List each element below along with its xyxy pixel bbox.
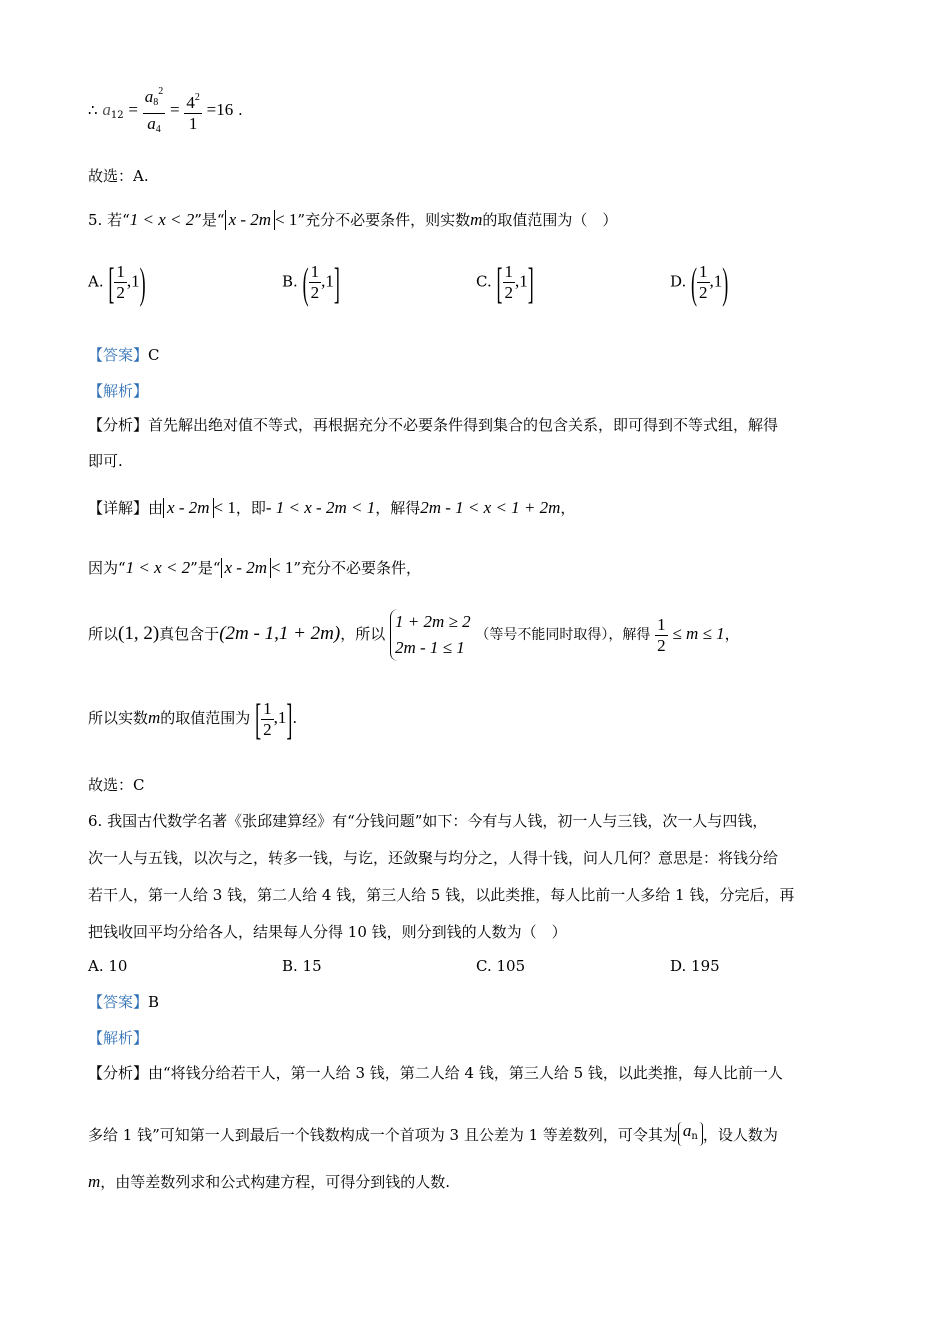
because-post: ”充分不必要条件，: [293, 559, 422, 577]
q5-stem: [88, 209, 617, 231]
detail-end: ，: [560, 499, 576, 517]
q6-option-c: C. 105: [476, 957, 526, 975]
left-bracket: (: [302, 258, 309, 307]
sys-row-1: 1 + 2m ≥ 2: [394, 612, 471, 631]
because-abs-tail: < 1: [271, 558, 294, 577]
fenxi-tag: 【分析】: [88, 416, 149, 434]
detail-tag: 【详解】: [88, 499, 149, 517]
q6-line-1: 6. 我国古代数学名著《张邱建算经》有“分钱问题”如下：今有与人钱，初一人与三钱，次一人与四钱，: [88, 812, 768, 830]
q6-option-a: A. 10: [88, 957, 128, 975]
fenxi-3: ，由等差数列求和公式构建方程，可得分到钱的人数.: [100, 1173, 451, 1191]
q6-analysis-tag: [88, 1027, 148, 1049]
q5-stem-pre: 5. 若“: [88, 211, 130, 229]
option-label: B.: [282, 272, 298, 291]
den-1: 1: [188, 114, 198, 133]
fenxi-2-post: ，设人数为: [702, 1126, 778, 1144]
q5-analysis-tag: [88, 380, 148, 402]
range-var: m: [148, 708, 161, 727]
opt-den: 2: [699, 283, 708, 302]
detail-ji: ，即: [235, 499, 266, 517]
answer-tag: 【答案】: [88, 346, 149, 364]
result-16: =16: [206, 100, 234, 119]
sol-end: ，: [724, 625, 740, 643]
therefore-formula: ∴ $a_{12}$ = $\frac{a_8^2}{a_4}$ = $\frac{4^2}{1}$ =16 .: [88, 82, 243, 142]
q5-detail: [88, 497, 575, 519]
answer-value: C: [148, 346, 160, 364]
q5-var-m: m: [470, 210, 483, 229]
seq-a: a: [682, 1121, 692, 1140]
num-4-sup: 2: [194, 92, 200, 103]
detail-you: 由: [148, 499, 164, 517]
option-label: C.: [476, 272, 492, 291]
opt-num: 1: [504, 262, 513, 281]
right-bracket: ]: [333, 258, 340, 307]
q6-answer: [88, 991, 159, 1013]
q6-fenxi-3: [88, 1171, 450, 1193]
opt-tail: ,1: [321, 271, 334, 291]
fenxi-2-pre: 多给 1 钱”可知第一人到最后一个钱数构成一个首项为 3 且公差为 1 等差数列，可令其为: [88, 1126, 678, 1144]
option-label: D.: [670, 272, 687, 291]
q5-stem-mid: ”是“: [194, 211, 225, 229]
q6-line-3: 若干人，第一人给 3 钱，第二人给 4 钱，第三人给 5 钱，以此类推，每人比前一人多给 1 钱，分完后，再: [88, 886, 795, 904]
q6-line-2: 次一人与五钱，以次与之，转多一钱，与讫，还敛聚与均分之，人得十钱，问人几何？意思是：将钱分给: [88, 849, 779, 867]
fenxi-1: 由“将钱分给若干人，第一人给 3 钱，第二人给 4 钱，第三人给 5 钱，以此类推，每人比前一人: [148, 1064, 783, 1082]
q5-stem-end: 的取值范围为（ ）: [482, 211, 618, 229]
period: .: [238, 101, 243, 119]
sys-note: （等号不能同时取得），解得: [475, 627, 651, 643]
sys-row-2: 2m - 1 ≤ 1: [394, 638, 465, 657]
because-abs: x - 2m: [221, 558, 271, 578]
because-cond1: 1 < x < 2: [125, 558, 191, 577]
num-a: a: [144, 87, 154, 106]
opt-den: 2: [504, 283, 513, 302]
fraction-a8-a4: [143, 82, 166, 140]
opt-tail: ,1: [515, 271, 528, 291]
inequality-system: [390, 609, 471, 661]
fenxi-3-var: m: [88, 1172, 101, 1191]
set-1-2: (1, 2): [118, 623, 160, 644]
analysis-tag: 【解析】: [88, 382, 149, 400]
fenxi-tag: 【分析】: [88, 1064, 149, 1082]
therefore-symbol: ∴: [88, 101, 98, 119]
q5-abs-tail: < 1: [275, 210, 298, 229]
detail-sol: 2m - 1 < x < 1 + 2m: [420, 498, 561, 517]
den-sub: 4: [155, 124, 161, 135]
because-mid: ”是“: [190, 559, 221, 577]
right-bracket: ]: [527, 258, 534, 307]
q5-fenxi: [88, 414, 778, 436]
left-bracket: (: [691, 258, 698, 307]
detail-jiede: ，解得: [375, 499, 421, 517]
q6-fenxi-1: [88, 1062, 783, 1084]
sol-den: 2: [657, 635, 666, 655]
detail-abs-tail: < 1: [213, 498, 236, 517]
suoyi-pre: 所以: [88, 625, 119, 643]
range-tail: ,1: [273, 708, 287, 727]
detail-ineq: - 1 < x - 2m < 1: [265, 498, 376, 517]
range-num: 1: [263, 698, 272, 718]
sol-num: 1: [657, 614, 666, 634]
q5-option-b: [282, 258, 340, 307]
seq-sub: n: [691, 1131, 698, 1142]
right-bracket: ): [139, 258, 146, 307]
because-pre: 因为“: [88, 559, 126, 577]
q6-option-b: B. 15: [282, 957, 322, 975]
sol-tail: ≤ m ≤ 1: [672, 624, 725, 643]
q5-because: [88, 557, 421, 579]
left-bracket: [: [496, 258, 503, 307]
a-symbol: a: [102, 100, 111, 119]
range-pre: 所以实数: [88, 709, 149, 727]
option-label: A.: [88, 272, 104, 291]
q5-final: 故选：C: [88, 776, 145, 794]
q4-final-answer: 故选：A.: [88, 167, 149, 185]
suoyi-post: ，所以: [340, 625, 386, 643]
opt-num: 1: [699, 262, 708, 281]
q5-fenxi-cont: 即可.: [88, 452, 123, 470]
q5-suoyi-system: [88, 606, 740, 663]
opt-num: 1: [116, 262, 125, 281]
q5-answer: [88, 344, 160, 366]
num-sub: 8: [153, 97, 159, 108]
fraction-4-1: [184, 88, 202, 134]
opt-den: 2: [116, 283, 125, 302]
q5-option-c: [476, 258, 534, 307]
fraction-half: [655, 615, 668, 656]
num-sup: 2: [158, 86, 164, 97]
answer-value: B: [148, 993, 160, 1011]
q6-line-4: 把钱收回平均分给各人，结果每人分得 10 钱，则分到钱的人数为（ ）: [88, 923, 567, 941]
fenxi-text: 首先解出绝对值不等式，再根据充分不必要条件得到集合的包含关系，即可得到不等式组，解得: [148, 416, 779, 434]
q6-fenxi-2: [88, 1122, 778, 1146]
right-bracket: ): [722, 258, 729, 307]
answer-tag: 【答案】: [88, 993, 149, 1011]
q5-range: 所以实数m的取值范围为 [ $\frac{1}{2}$ ,1].: [88, 695, 298, 743]
left-bracket: [: [108, 258, 115, 307]
range-end: .: [292, 709, 298, 727]
subscript: 12: [110, 110, 124, 121]
opt-tail: ,1: [126, 271, 140, 291]
range-mid: 的取值范围为: [160, 709, 251, 727]
set-2m: (2m - 1,1 + 2m): [219, 623, 341, 644]
opt-num: 1: [310, 262, 320, 281]
q6-option-d: D. 195: [670, 957, 720, 975]
range-den: 2: [263, 719, 272, 739]
opt-den: 2: [310, 283, 320, 302]
den-a: a: [147, 114, 156, 133]
suoyi-mid: 真包含于: [159, 625, 220, 643]
q5-option-d: [670, 258, 729, 307]
num-4: 4: [186, 93, 195, 112]
q5-option-a: [88, 258, 146, 307]
q5-stem-post: ”充分不必要条件，则实数: [297, 211, 471, 229]
analysis-tag: 【解析】: [88, 1029, 149, 1047]
detail-abs: x - 2m: [163, 498, 213, 518]
q5-abs-expr: x - 2m: [225, 210, 275, 230]
opt-tail: ,1: [709, 271, 723, 291]
q5-cond1: 1 < x < 2: [129, 210, 195, 229]
